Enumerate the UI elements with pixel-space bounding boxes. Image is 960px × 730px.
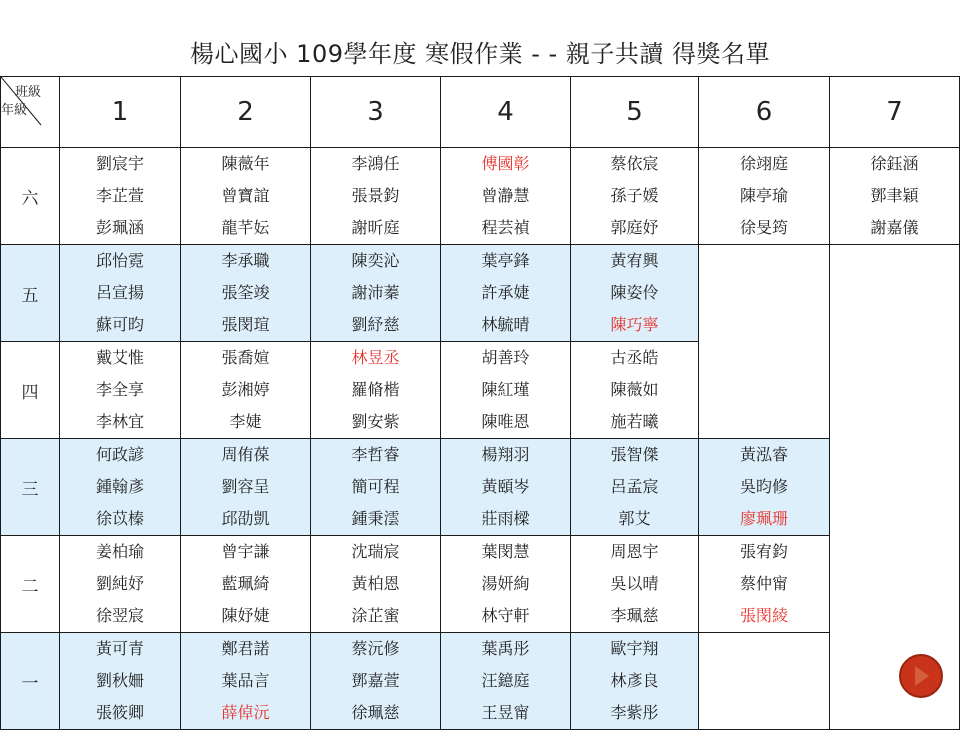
grade-label: 二: [1, 536, 60, 633]
student-name: 周侑葆: [221, 445, 270, 464]
student-name: 黃宥興: [610, 251, 659, 270]
student-name: 謝嘉儀: [870, 218, 919, 237]
student-name: 林守軒: [481, 606, 530, 625]
student-name: 郭艾: [618, 509, 651, 528]
student-name: 劉純妤: [95, 574, 144, 593]
student-name: 鍾秉澐: [351, 509, 400, 528]
class-cell: [441, 148, 571, 245]
student-name: 邱劭凱: [221, 509, 270, 528]
student-name: 李紫彤: [610, 703, 659, 722]
student-name: 陳薇年: [221, 154, 270, 173]
student-name: 林彥良: [610, 671, 659, 690]
student-name: 孫子媛: [610, 186, 659, 205]
student-name: 黃頤岑: [481, 477, 530, 496]
student-name: 陳妤婕: [221, 606, 270, 625]
student-name: 楊翔羽: [481, 445, 530, 464]
corner-class-label: 班級: [15, 85, 42, 100]
student-name: 沈瑞宸: [351, 542, 400, 561]
student-name: 陳奕沁: [351, 251, 400, 270]
student-name: 郭庭妤: [610, 218, 659, 237]
class-cell: [60, 536, 181, 633]
student-name: 湯妍絢: [481, 574, 530, 593]
class-header: 4: [441, 77, 571, 148]
class-cell: [571, 148, 699, 245]
student-name: 徐珮慈: [351, 703, 400, 722]
student-name: 鄭君諾: [221, 639, 270, 658]
student-name: 李哲睿: [351, 445, 400, 464]
student-name: 戴艾惟: [95, 348, 144, 367]
student-name: 劉紓慈: [351, 315, 400, 334]
class-cell: [181, 536, 311, 633]
class-cell: [311, 245, 441, 342]
class-cell: [60, 245, 181, 342]
student-name: 劉安紫: [351, 412, 400, 431]
student-name: 劉容呈: [221, 477, 270, 496]
student-name: 歐宇翔: [610, 639, 659, 658]
class-cell: [699, 439, 830, 536]
student-name: 呂孟宸: [610, 477, 659, 496]
student-name: 徐翌宸: [95, 606, 144, 625]
student-name: 鍾翰彥: [95, 477, 144, 496]
student-name: 涂芷蜜: [351, 606, 400, 625]
class-cell: [571, 536, 699, 633]
awards-table: [0, 76, 960, 730]
student-name: 薛倬沅: [221, 703, 270, 722]
student-name: 蔡依宸: [610, 154, 659, 173]
student-name: 李林宜: [95, 412, 144, 431]
grade-row: [1, 536, 960, 633]
grade-row: [1, 245, 960, 342]
class-cell: [60, 633, 181, 730]
student-name: 陳姿伶: [610, 283, 659, 302]
student-name: 劉秋姍: [95, 671, 144, 690]
class-header: 5: [571, 77, 699, 148]
play-arrow-icon: [909, 662, 933, 690]
corner-cell: [1, 77, 60, 148]
class-cell: [830, 148, 960, 245]
class-cell: [441, 633, 571, 730]
empty-cell: [699, 633, 830, 730]
student-name: 張景鈞: [351, 186, 400, 205]
student-name: 徐旻筠: [739, 218, 788, 237]
grade-label: 五: [1, 245, 60, 342]
class-cell: [699, 536, 830, 633]
class-cell: [441, 342, 571, 439]
student-name: 徐鈺涵: [870, 154, 919, 173]
student-name: 徐翊庭: [739, 154, 788, 173]
student-name: 林毓晴: [481, 315, 530, 334]
student-name: 李承職: [221, 251, 270, 270]
student-name: 林昱丞: [351, 348, 400, 367]
grade-label: 三: [1, 439, 60, 536]
class-cell: [571, 245, 699, 342]
class-header: 1: [60, 77, 181, 148]
student-name: 張喬媗: [221, 348, 270, 367]
student-name: 蘇可昀: [95, 315, 144, 334]
student-name: 程芸禎: [481, 218, 530, 237]
grade-label: 一: [1, 633, 60, 730]
student-name: 蔡仲甯: [739, 574, 788, 593]
class-cell: [571, 633, 699, 730]
student-name: 陳亭瑜: [739, 186, 788, 205]
student-name: 張閔瑄: [221, 315, 270, 334]
class-cell: [311, 536, 441, 633]
student-name: 藍珮綺: [221, 574, 270, 593]
student-name: 李芷萱: [95, 186, 144, 205]
class-header: 6: [699, 77, 830, 148]
page-title: 楊心國小 109學年度 寒假作業 - - 親子共讀 得獎名單: [190, 40, 770, 68]
student-name: 陳薇如: [610, 380, 659, 399]
student-name: 黃可青: [95, 639, 144, 658]
student-name: 劉宸宇: [95, 154, 144, 173]
class-cell: [181, 342, 311, 439]
student-name: 龍芊妘: [221, 218, 270, 237]
class-cell: [571, 439, 699, 536]
class-cell: [181, 633, 311, 730]
corner-grade-label: 年級: [1, 103, 28, 118]
class-cell: [60, 439, 181, 536]
student-name: 李珮慈: [610, 606, 659, 625]
student-name: 李婕: [229, 412, 262, 431]
student-name: 葉禹彤: [481, 639, 530, 658]
student-name: 李鴻任: [351, 154, 400, 173]
class-cell: [60, 148, 181, 245]
student-name: 邱怡霓: [95, 251, 144, 270]
student-name: 張筱卿: [95, 703, 144, 722]
student-name: 葉亭鋒: [481, 251, 530, 270]
class-cell: [181, 148, 311, 245]
class-header: 2: [181, 77, 311, 148]
student-name: 古丞皓: [610, 348, 659, 367]
grade-row: [1, 148, 960, 245]
student-name: 何政諺: [95, 445, 144, 464]
student-name: 簡可程: [351, 477, 400, 496]
student-name: 蔡沅修: [351, 639, 400, 658]
student-name: 葉品言: [221, 671, 270, 690]
student-name: 張閔綾: [739, 606, 788, 625]
class-cell: [441, 536, 571, 633]
empty-cell: [830, 245, 960, 730]
grade-label: 四: [1, 342, 60, 439]
grade-label: 六: [1, 148, 60, 245]
student-name: 曾寶誼: [221, 186, 270, 205]
student-name: 許承婕: [481, 283, 530, 302]
student-name: 彭珮涵: [95, 218, 144, 237]
class-cell: [181, 245, 311, 342]
student-name: 鄧聿穎: [870, 186, 919, 205]
class-cell: [441, 439, 571, 536]
student-name: 王昱甯: [481, 703, 530, 722]
student-name: 羅脩楷: [351, 380, 400, 399]
student-name: 張筌竣: [221, 283, 270, 302]
student-name: 吳昀修: [739, 477, 788, 496]
class-cell: [311, 342, 441, 439]
student-name: 莊雨樑: [481, 509, 530, 528]
student-name: 陳巧寧: [610, 315, 659, 334]
student-name: 呂宣揚: [95, 283, 144, 302]
grade-row: [1, 439, 960, 536]
student-name: 周恩宇: [610, 542, 659, 561]
header-row: [1, 77, 960, 148]
student-name: 李全享: [95, 380, 144, 399]
class-cell: [311, 148, 441, 245]
play-button-icon[interactable]: [899, 654, 943, 698]
class-cell: [571, 342, 699, 439]
student-name: 張宥鈞: [739, 542, 788, 561]
student-name: 廖珮珊: [739, 509, 788, 528]
student-name: 曾瀞慧: [481, 186, 530, 205]
class-cell: [60, 342, 181, 439]
student-name: 謝沛蓁: [351, 283, 400, 302]
class-cell: [311, 439, 441, 536]
student-name: 吳以晴: [610, 574, 659, 593]
student-name: 姜柏瑜: [95, 542, 144, 561]
student-name: 黃泓睿: [739, 445, 788, 464]
student-name: 施若曦: [610, 412, 659, 431]
student-name: 張智傑: [610, 445, 659, 464]
class-cell: [699, 148, 830, 245]
student-name: 陳紅瑾: [481, 380, 530, 399]
class-header: 3: [311, 77, 441, 148]
empty-cell: [699, 245, 830, 439]
class-header: 7: [830, 77, 960, 148]
student-name: 彭湘婷: [221, 380, 270, 399]
student-name: 葉閔慧: [481, 542, 530, 561]
student-name: 徐苡榛: [95, 509, 144, 528]
grade-row: [1, 633, 960, 730]
student-name: 傅國彰: [481, 154, 530, 173]
student-name: 陳唯恩: [481, 412, 530, 431]
student-name: 曾宇謙: [221, 542, 270, 561]
student-name: 汪鐿庭: [481, 671, 530, 690]
student-name: 鄧嘉萱: [351, 671, 400, 690]
student-name: 謝昕庭: [351, 218, 400, 237]
class-cell: [311, 633, 441, 730]
student-name: 胡善玲: [481, 348, 530, 367]
class-cell: [441, 245, 571, 342]
awards-table-body: [1, 77, 960, 730]
student-name: 黃柏恩: [351, 574, 400, 593]
class-cell: [181, 439, 311, 536]
